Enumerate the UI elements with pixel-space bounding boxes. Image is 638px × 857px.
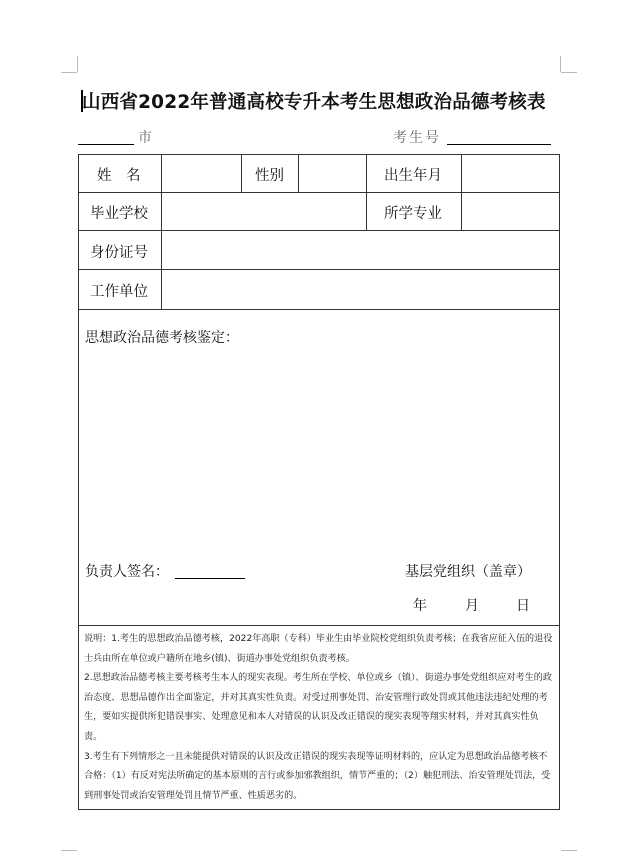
birth-date-label: 出生年月 <box>384 168 442 184</box>
col-divider <box>366 155 367 230</box>
assessment-form-table <box>78 154 560 810</box>
major-label: 所学专业 <box>384 206 442 222</box>
crop-mark <box>61 850 77 851</box>
document-title[interactable]: 山西省2022年普通高校专升本考生思想政治品德考核表 <box>82 92 546 113</box>
crop-mark <box>77 56 78 72</box>
signature-label: 负责人签名： <box>85 564 169 580</box>
city-label: 市 <box>138 130 152 146</box>
exam-number-label: 考生号 <box>393 130 441 146</box>
signature-blank-line[interactable] <box>175 578 245 579</box>
id-number-field[interactable] <box>162 231 559 269</box>
crop-mark <box>561 850 577 851</box>
appraisal-label: 思想政治品德考核鉴定： <box>85 330 239 346</box>
birth-date-field[interactable] <box>462 155 559 192</box>
row-divider <box>79 625 559 626</box>
city-blank-line[interactable] <box>78 144 134 145</box>
gender-label: 性别 <box>255 168 284 184</box>
notes-section <box>84 630 556 806</box>
work-unit-label: 工作单位 <box>90 284 148 300</box>
name-field[interactable] <box>162 155 241 192</box>
party-org-seal-label: 基层党组织（盖章） <box>405 564 531 580</box>
exam-number-blank-line[interactable] <box>447 144 551 145</box>
major-field[interactable] <box>462 193 559 230</box>
note-paragraph: 说明：1.考生的思想政治品德考核，2022年高职（专科）毕业生由毕业院校党组织负责考核；在我省应征入伍的退役士兵由所在单位或户籍所在地乡(镇)、街道办事处党组织负责考核。 <box>84 634 553 664</box>
row-divider <box>79 309 559 310</box>
note-paragraph: 2.思想政治品德考核主要考核考生本人的现实表现。考生所在学校、单位或乡（镇）、街道办事处党组织应对考生的政治态度、思想品德作出全面鉴定，并对其真实性负责。对受过刑事处罚、治安管理行政处罚或其他违法违纪处理的考生，要如实提供所犯错误事实、处理意见和本人对错误的认识及改正错误的现实表现等翔实材料，并对其真实性负责。 <box>84 673 552 742</box>
date-month-label: 月 <box>465 598 479 614</box>
id-number-label: 身份证号 <box>90 245 148 261</box>
date-year-label: 年 <box>413 598 427 614</box>
work-unit-field[interactable] <box>162 270 559 309</box>
crop-mark <box>560 56 561 72</box>
graduation-school-field[interactable] <box>162 193 366 230</box>
crop-mark <box>561 72 577 73</box>
name-label: 姓 名 <box>97 168 141 184</box>
gender-field[interactable] <box>299 155 366 192</box>
col-divider <box>241 155 242 192</box>
graduation-school-label: 毕业学校 <box>90 206 148 222</box>
note-paragraph: 3.考生有下列情形之一且未能提供对错误的认识及改正错误的现实表现等证明材料的，应认定为思想政治品德考核不合格：（1）有反对宪法所确定的基本原则的言行或参加邪教组织，情节严重的；（2）触犯刑法、治安管理处罚法，受到刑事处罚或治安管理处罚且情节严重、性质恶劣的。 <box>84 751 551 801</box>
appraisal-field[interactable] <box>81 350 557 555</box>
crop-mark <box>61 72 77 73</box>
date-day-label: 日 <box>516 598 530 614</box>
